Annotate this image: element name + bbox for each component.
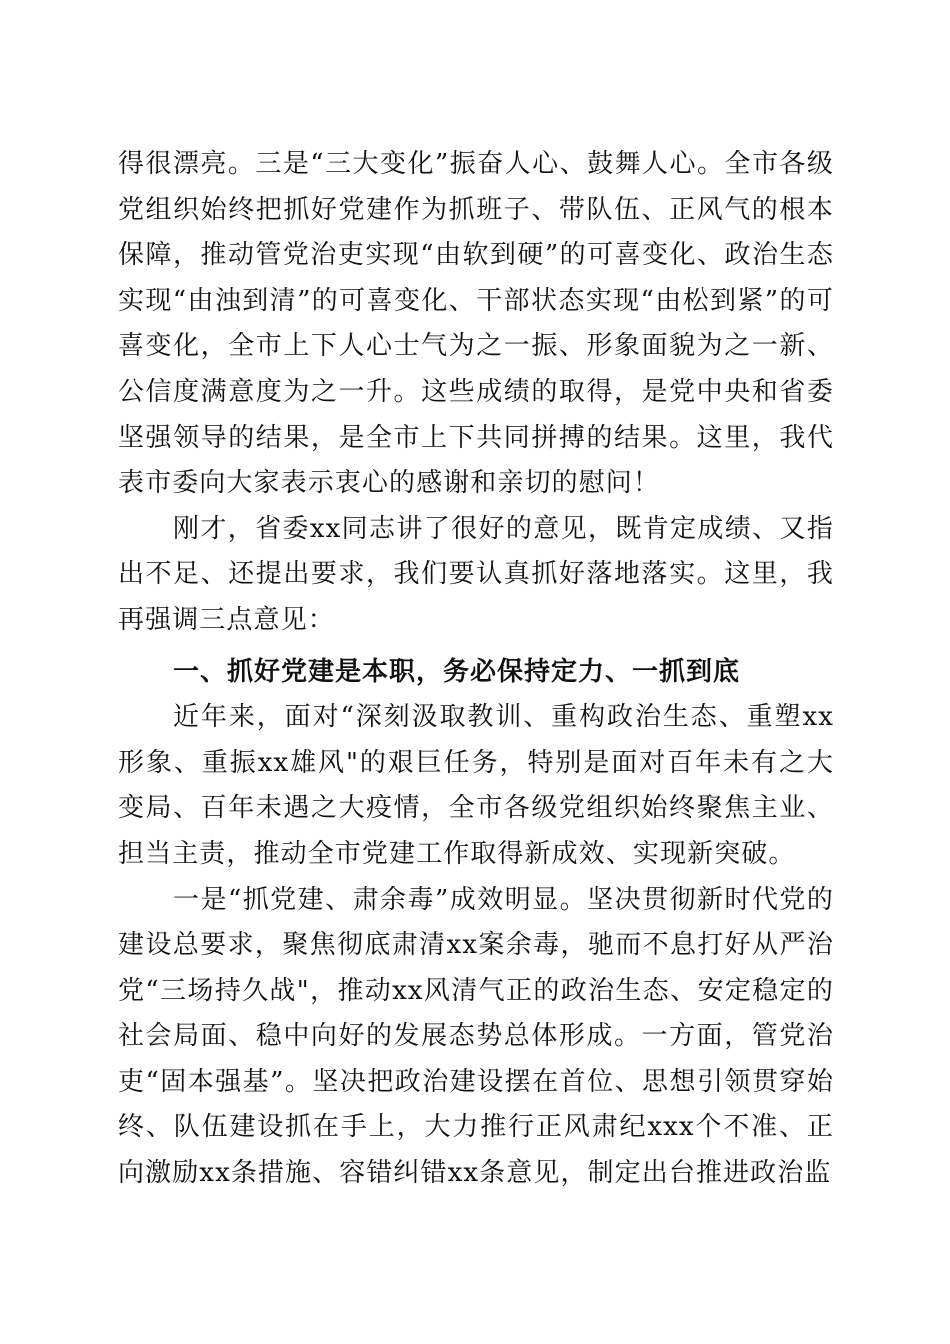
paragraph-recent-years: 近年来，面对“深刻汲取教训、重构政治生态、重塑xx形象、重振xx雄风"的艰巨任务，特别是面对百年未有之大变局、百年未遇之大疫情，全市各级党组织始终聚焦主业、担当主责，推动全市党建工作取得新成效、实现新突破。: [118, 702, 834, 869]
section-heading-1: 一、抓好党建是本职，务必保持定力、一抓到底: [173, 656, 741, 687]
paragraph-intro-remarks: 刚才，省委xx同志讲了很好的意见，既肯定成绩、又指出不足、还提出要求，我们要认真抓好落地落实。这里，我再强调三点意见：: [118, 513, 834, 635]
document-body: [118, 142, 834, 1197]
paragraph-continuation: 得很漂亮。三是“三大变化”振奋人心、鼓舞人心。全市各级党组织始终把抓好党建作为抓班子、带队伍、正风气的根本保障，推动管党治吏实现“由软到硬”的可喜变化、政治生态实现“由浊到清”的可喜变化、干部状态实现“由松到紧”的可喜变化，全市上下人心士气为之一振、形象面貌为之一新、公信度满意度为之一升。这些成绩的取得，是党中央和省委坚强领导的结果，是全市上下共同拼搏的结果。这里，我代表市委向大家表示衷心的感谢和亲切的慰问！: [118, 149, 834, 499]
paragraph-point-one: 一是“抓党建、肃余毒”成效明显。坚决贯彻新时代党的建设总要求，聚焦彻底肃清xx案余毒，驰而不息打好从严治党“三场持久战"，推动xx风清气正的政治生态、安定稳定的社会局面、稳中向好的发展态势总体形成。一方面，管党治吏“固本强基”。坚决把政治建设摆在首位、思想引领贯穿始终、队伍建设抓在手上，大力推行正风肃纪xxx个不准、正向激励xx条措施、容错纠错xx条意见，制定出台推进政治监: [118, 884, 834, 1189]
